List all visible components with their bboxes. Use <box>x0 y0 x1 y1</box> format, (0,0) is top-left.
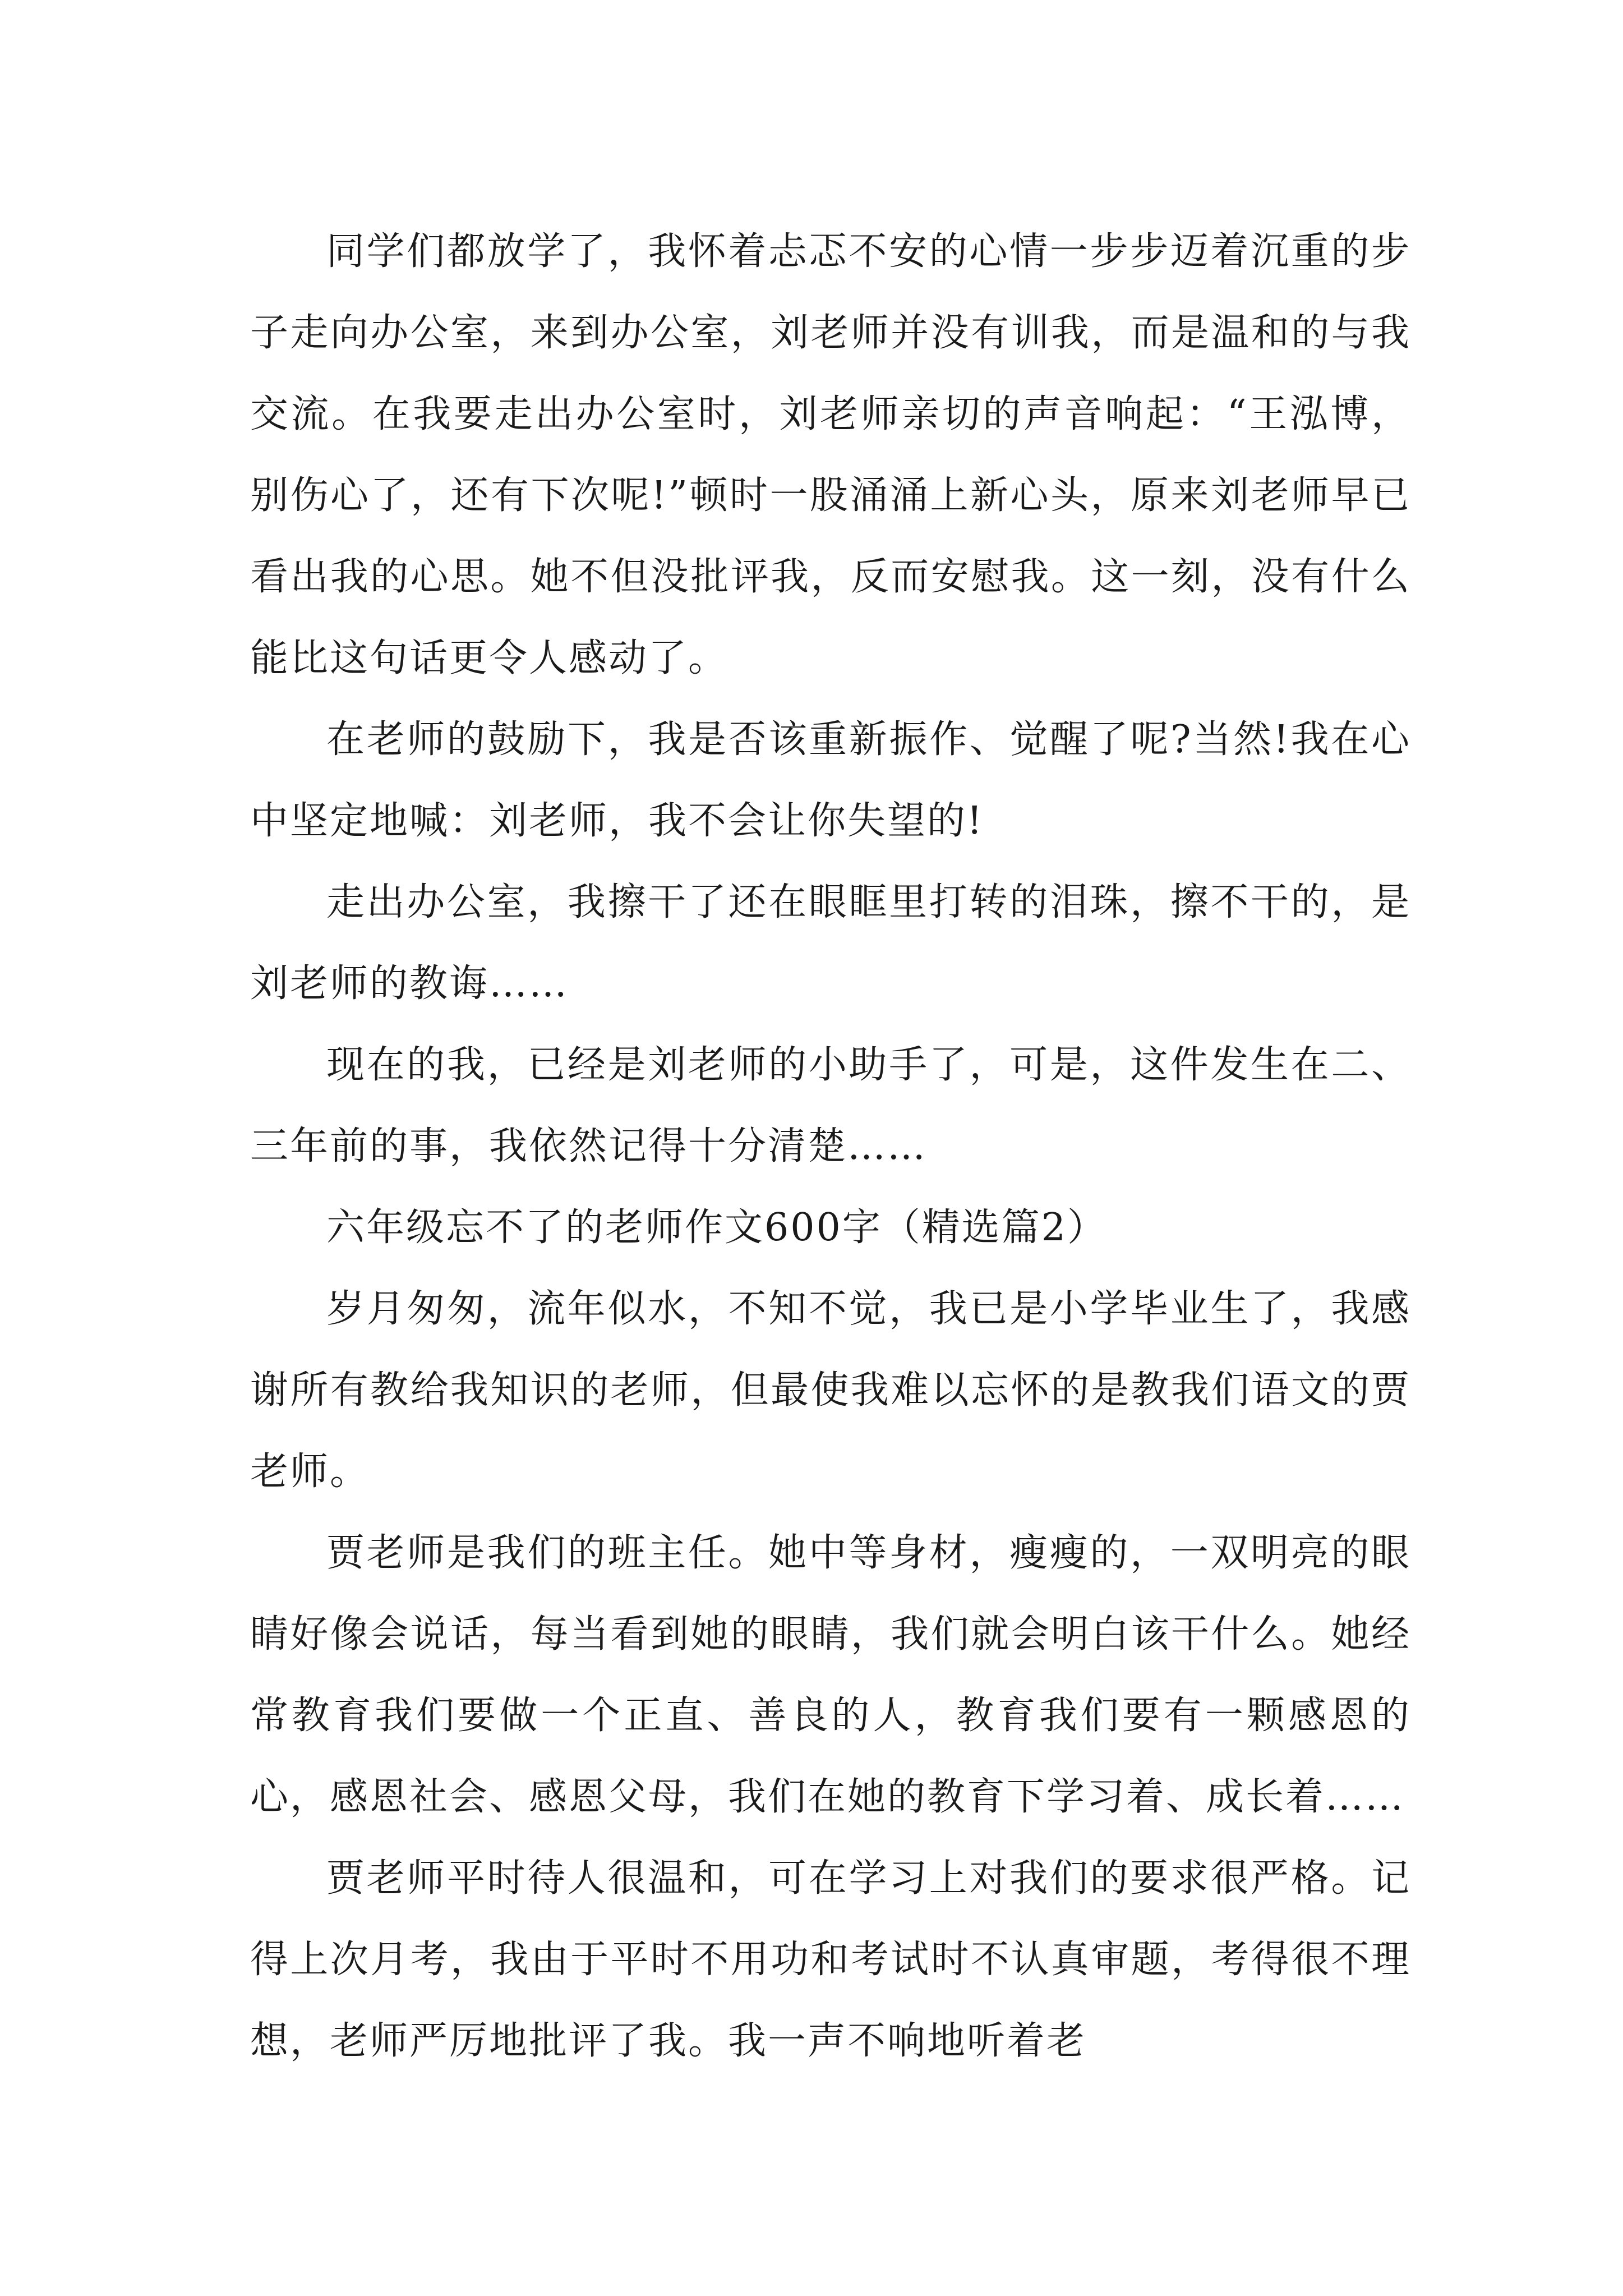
paragraph: 贾老师平时待人很温和，可在学习上对我们的要求很严格。记得上次月考，我由于平时不用功和考试时不认真审题，考得很不理想，老师严厉地批评了我。我一声不响地听着老 <box>250 1856 1411 2063</box>
paragraph: 在老师的鼓励下，我是否该重新振作、觉醒了呢?当然!我在心中坚定地喊：刘老师，我不会让你失望的! <box>250 717 1411 843</box>
paragraph: 同学们都放学了，我怀着忐忑不安的心情一步步迈着沉重的步子走向办公室，来到办公室，刘老师并没有训我，而是温和的与我交流。在我要走出办公室时，刘老师亲切的声音响起：“王泓博，别伤心了，还有下次呢!”顿时一股涌涌上新心头，原来刘老师早已看出我的心思。她不但没批评我，反而安慰我。这一刻，没有什么能比这句话更令人感动了。 <box>250 229 1411 680</box>
paragraph: 岁月匆匆，流年似水，不知不觉，我已是小学毕业生了，我感谢所有教给我知识的老师，但最使我难以忘怀的是教我们语文的贾老师。 <box>250 1287 1411 1494</box>
section-heading: 六年级忘不了的老师作文600字（精选篇2） <box>326 1205 1108 1250</box>
paragraph: 现在的我，已经是刘老师的小助手了，可是，这件发生在二、三年前的事，我依然记得十分清楚…… <box>250 1043 1411 1168</box>
paragraph: 走出办公室，我擦干了还在眼眶里打转的泪珠，擦不干的，是刘老师的教诲…… <box>250 880 1411 1006</box>
document-body <box>250 211 1411 2082</box>
paragraph: 贾老师是我们的班主任。她中等身材，瘦瘦的，一双明亮的眼睛好像会说话，每当看到她的眼睛，我们就会明白该干什么。她经常教育我们要做一个正直、善良的人，教育我们要有一颗感恩的心，感恩社会、感恩父母，我们在她的教育下学习着、成长着…… <box>250 1531 1411 1819</box>
